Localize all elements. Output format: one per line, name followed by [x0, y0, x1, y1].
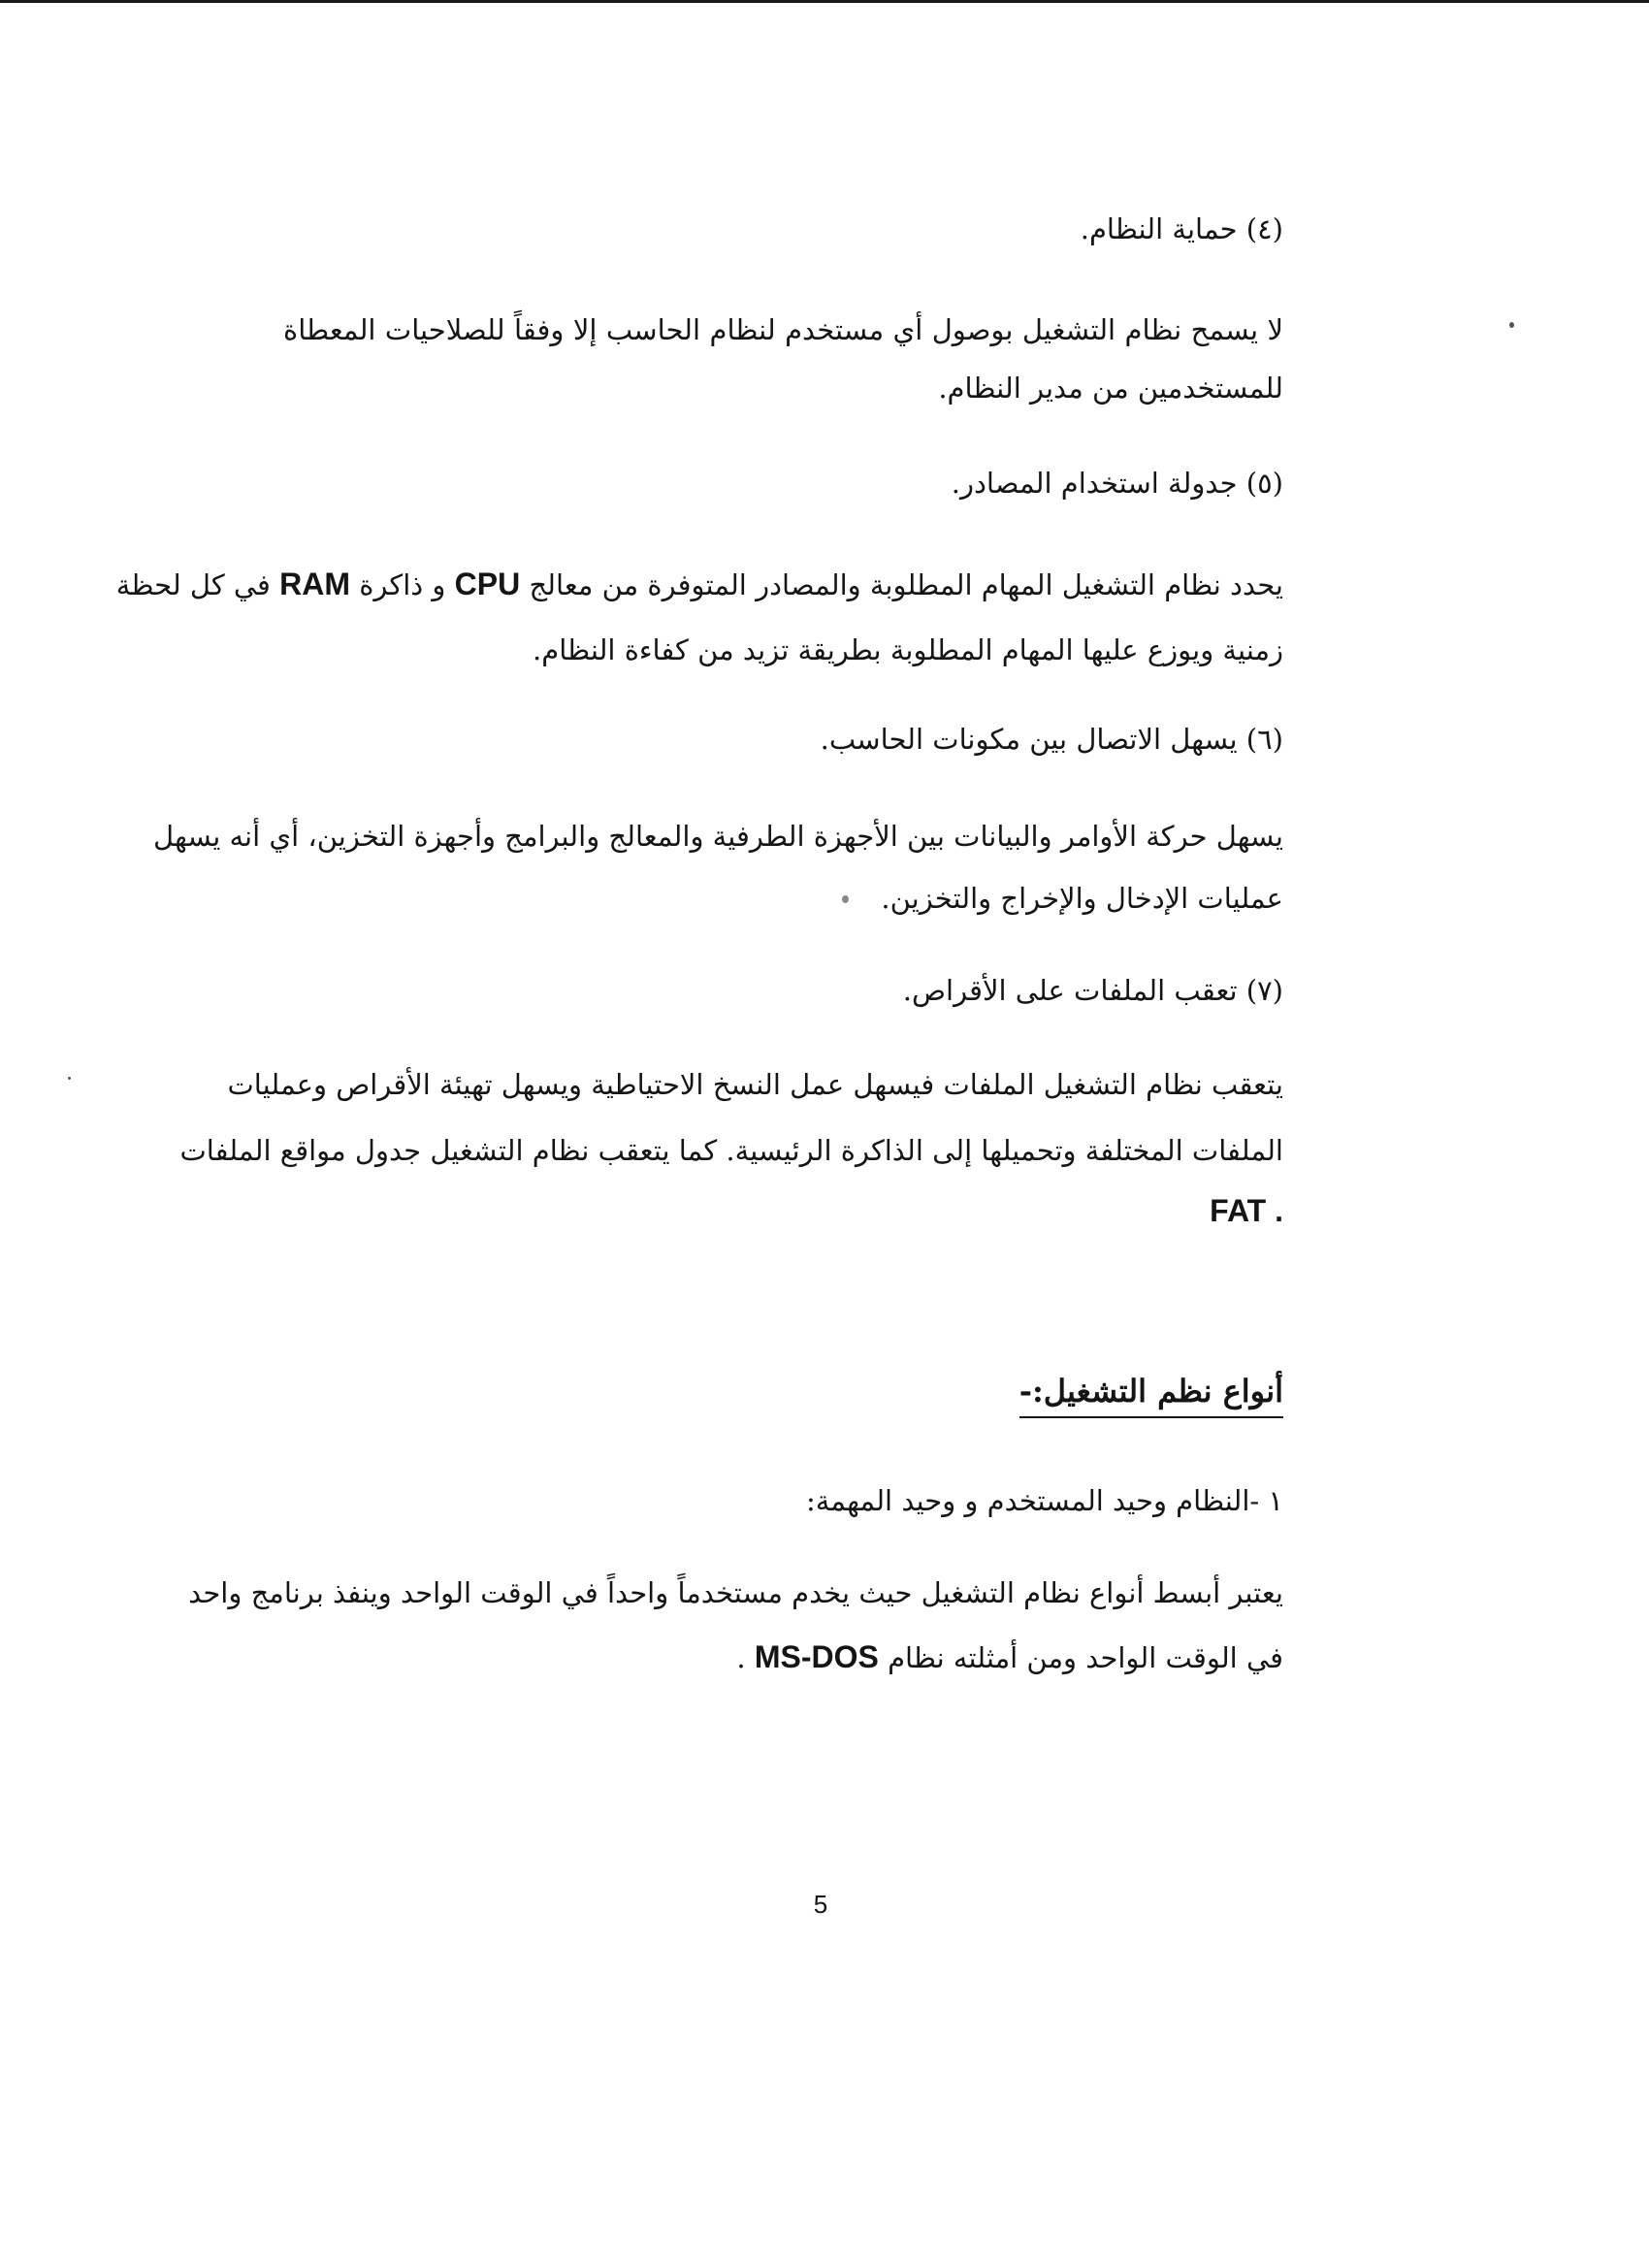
scan-top-edge — [0, 0, 1649, 3]
item-7-text-line-3 — [1210, 1189, 1283, 1233]
item-5-text-line-2: زمنية ويوزع عليها المهام المطلوبة بطريقة تزيد من كفاءة النظام. — [533, 633, 1283, 666]
item-4-heading: (٤) حماية النظام. — [1080, 212, 1283, 245]
item-7-heading: (٧) تعقب الملفات على الأقراص. — [902, 974, 1283, 1007]
scan-speck — [1509, 322, 1514, 328]
scan-speck — [68, 1077, 71, 1080]
types-section-heading: أنواع نظم التشغيل:- — [1019, 1368, 1283, 1418]
types-text-part-b: . — [736, 1641, 746, 1674]
fat-term: FAT . — [1210, 1193, 1283, 1228]
types-text-part-a: في الوقت الواحد ومن أمثلته نظام — [888, 1641, 1283, 1674]
item-6-text-line-2: عمليات الإدخال والإخراج والتخزين. — [881, 882, 1283, 915]
item-7-text-line-1: يتعقب نظام التشغيل الملفات فيسهل عمل النسخ الاحتياطية ويسهل تهيئة الأقراص وعمليات — [227, 1068, 1283, 1101]
item-4-text-line-2: للمستخدمين من مدير النظام. — [938, 372, 1283, 405]
item-6-heading: (٦) يسهل الاتصال بين مكونات الحاسب. — [820, 723, 1283, 756]
item-4-text-line-1: لا يسمح نظام التشغيل بوصول أي مستخدم لنظام الحاسب إلا وفقاً للصلاحيات المعطاة — [283, 313, 1283, 346]
scan-speck — [842, 895, 849, 903]
item-5-heading: (٥) جدولة استخدام المصادر. — [951, 467, 1283, 500]
types-text-line-1: يعتبر أبسط أنواع نظام التشغيل حيث يخدم مستخدماً واحداً في الوقت الواحد وينفذ برنامج واحد — [188, 1576, 1283, 1609]
item-5-text-part-c: في كل لحظة — [115, 568, 271, 601]
item-7-text-line-2: الملفات المختلفة وتحميلها إلى الذاكرة الرئيسية. كما يتعقب نظام التشغيل جدول مواقع الملفات — [179, 1134, 1283, 1167]
item-5-text-line-1 — [115, 563, 1283, 606]
ram-term: RAM — [279, 567, 351, 601]
item-5-text-part-b: و ذاكرة — [359, 568, 446, 601]
item-6-text-line-1: يسهل حركة الأوامر والبيانات بين الأجهزة الطرفية والمعالج والبرامج وأجهزة التخزين، أي أنه يسهل — [153, 820, 1283, 853]
msdos-term: MS-DOS — [754, 1639, 879, 1674]
page-number: 5 — [813, 1890, 828, 1919]
cpu-term: CPU — [454, 567, 521, 601]
types-subheading-1: ١ -النظام وحيد المستخدم و وحيد المهمة: — [805, 1484, 1283, 1517]
types-text-line-2 — [736, 1636, 1283, 1679]
item-5-text-part-a: يحدد نظام التشغيل المهام المطلوبة والمصادر المتوفرة من معالج — [529, 568, 1283, 601]
